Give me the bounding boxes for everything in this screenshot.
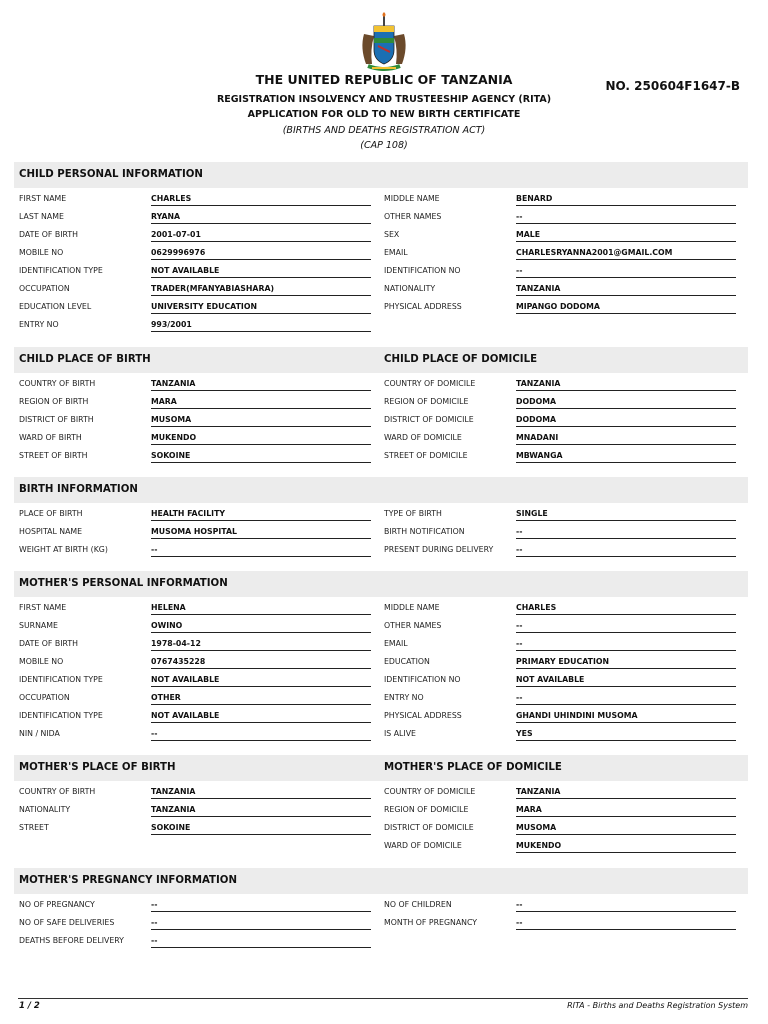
page-number: 1 / 2	[19, 1001, 40, 1011]
field-label: REGION OF DOMICILE	[384, 397, 469, 406]
field-label: NIN / NIDA	[19, 729, 60, 738]
field-value: --	[516, 899, 736, 912]
field-label: ENTRY NO	[19, 320, 59, 329]
field-label: PLACE OF BIRTH	[19, 509, 83, 518]
field-label: EDUCATION LEVEL	[19, 302, 92, 311]
field-label: REGION OF DOMICILE	[384, 805, 469, 814]
field-value: OWINO	[151, 620, 371, 633]
field-value: CHARLES	[151, 193, 371, 206]
field-label: MOBILE NO	[19, 248, 64, 257]
field-label: DISTRICT OF DOMICILE	[384, 415, 474, 424]
field-value: DODOMA	[516, 414, 736, 427]
field-value: --	[151, 917, 371, 930]
field-value: TANZANIA	[516, 378, 736, 391]
field-value: TANZANIA	[151, 786, 371, 799]
field-label: COUNTRY OF DOMICILE	[384, 379, 476, 388]
header-title: THE UNITED REPUBLIC OF TANZANIA	[255, 72, 513, 87]
section-title: MOTHER'S PLACE OF DOMICILE	[384, 762, 562, 773]
field-label: NATIONALITY	[384, 284, 436, 293]
field-value: NOT AVAILABLE	[151, 265, 371, 278]
field-label: BIRTH NOTIFICATION	[384, 527, 465, 536]
field-label: IDENTIFICATION TYPE	[19, 266, 103, 275]
header-cap: (CAP 108)	[360, 140, 408, 151]
field-label: OTHER NAMES	[384, 212, 442, 221]
field-label: DISTRICT OF DOMICILE	[384, 823, 474, 832]
field-label: WARD OF DOMICILE	[384, 841, 462, 850]
field-value: 0629996976	[151, 247, 371, 260]
field-value: --	[151, 899, 371, 912]
field-value: NOT AVAILABLE	[151, 674, 371, 687]
field-value: TANZANIA	[516, 786, 736, 799]
field-value: --	[516, 620, 736, 633]
field-value: --	[151, 728, 371, 741]
field-label: NATIONALITY	[19, 805, 71, 814]
field-label: DATE OF BIRTH	[19, 639, 78, 648]
field-value: --	[516, 917, 736, 930]
section-title: CHILD PLACE OF BIRTH	[19, 354, 151, 365]
field-label: PHYSICAL ADDRESS	[384, 711, 462, 720]
field-label: FIRST NAME	[19, 194, 67, 203]
field-label: IDENTIFICATION TYPE	[19, 711, 103, 720]
field-value: CHARLESRYANNA2001@GMAIL.COM	[516, 247, 736, 260]
header-application: APPLICATION FOR OLD TO NEW BIRTH CERTIFICATE	[247, 109, 521, 120]
field-label: MIDDLE NAME	[384, 603, 440, 612]
field-label: EMAIL	[384, 639, 408, 648]
field-value: MIPANGO DODOMA	[516, 301, 736, 314]
field-label: ENTRY NO	[384, 693, 424, 702]
field-value: MARA	[516, 804, 736, 817]
field-value: DODOMA	[516, 396, 736, 409]
field-value: PRIMARY EDUCATION	[516, 656, 736, 669]
field-label: STREET OF BIRTH	[19, 451, 88, 460]
field-value: MUKENDO	[516, 840, 736, 853]
field-label: MONTH OF PREGNANCY	[384, 918, 478, 927]
field-value: HEALTH FACILITY	[151, 508, 371, 521]
section-title: MOTHER'S PLACE OF BIRTH	[19, 762, 176, 773]
field-value: BENARD	[516, 193, 736, 206]
field-value: MBWANGA	[516, 450, 736, 463]
certificate-number: NO. 250604F1647-B	[605, 79, 740, 93]
section-title: MOTHER'S PERSONAL INFORMATION	[19, 578, 228, 589]
field-label: COUNTRY OF BIRTH	[19, 787, 96, 796]
field-label: DATE OF BIRTH	[19, 230, 78, 239]
field-label: STREET OF DOMICILE	[384, 451, 468, 460]
field-label: SURNAME	[19, 621, 58, 630]
field-value: --	[516, 692, 736, 705]
field-label: WARD OF DOMICILE	[384, 433, 462, 442]
field-value: --	[516, 211, 736, 224]
field-label: OCCUPATION	[19, 693, 70, 702]
field-label: WEIGHT AT BIRTH (KG)	[19, 545, 108, 554]
field-value: MNADANI	[516, 432, 736, 445]
field-label: DISTRICT OF BIRTH	[19, 415, 94, 424]
field-value: 0767435228	[151, 656, 371, 669]
field-value: GHANDI UHINDINI MUSOMA	[516, 710, 736, 723]
field-value: --	[516, 265, 736, 278]
field-value: MUSOMA	[516, 822, 736, 835]
field-value: TANZANIA	[151, 378, 371, 391]
field-label: IDENTIFICATION NO	[384, 675, 461, 684]
field-value: SOKOINE	[151, 450, 371, 463]
field-value: TANZANIA	[516, 283, 736, 296]
field-value: 2001-07-01	[151, 229, 371, 242]
field-label: COUNTRY OF DOMICILE	[384, 787, 476, 796]
field-label: FIRST NAME	[19, 603, 67, 612]
field-label: PRESENT DURING DELIVERY	[384, 545, 494, 554]
footer-system-name: RITA - Births and Deaths Registration System	[567, 1001, 748, 1010]
field-value: 993/2001	[151, 319, 371, 332]
field-value: MARA	[151, 396, 371, 409]
field-value: --	[151, 544, 371, 557]
field-label: WARD OF BIRTH	[19, 433, 82, 442]
field-label: OCCUPATION	[19, 284, 70, 293]
field-label: LAST NAME	[19, 212, 64, 221]
field-label: PHYSICAL ADDRESS	[384, 302, 462, 311]
field-label: REGION OF BIRTH	[19, 397, 89, 406]
field-value: SINGLE	[516, 508, 736, 521]
field-label: EMAIL	[384, 248, 408, 257]
field-value: MALE	[516, 229, 736, 242]
field-label: IDENTIFICATION NO	[384, 266, 461, 275]
field-value: CHARLES	[516, 602, 736, 615]
section-title: BIRTH INFORMATION	[19, 484, 138, 495]
field-value: TANZANIA	[151, 804, 371, 817]
field-value: NOT AVAILABLE	[151, 710, 371, 723]
field-label: DEATHS BEFORE DELIVERY	[19, 936, 124, 945]
field-label: TYPE OF BIRTH	[384, 509, 442, 518]
field-value: UNIVERSITY EDUCATION	[151, 301, 371, 314]
field-value: YES	[516, 728, 736, 741]
field-value: OTHER	[151, 692, 371, 705]
field-label: OTHER NAMES	[384, 621, 442, 630]
field-value: RYANA	[151, 211, 371, 224]
field-value: SOKOINE	[151, 822, 371, 835]
field-label: NO OF PREGNANCY	[19, 900, 95, 909]
field-value: HELENA	[151, 602, 371, 615]
field-label: STREET	[19, 823, 49, 832]
footer-divider	[18, 998, 748, 999]
field-label: COUNTRY OF BIRTH	[19, 379, 96, 388]
field-label: NO OF SAFE DELIVERIES	[19, 918, 115, 927]
field-label: HOSPITAL NAME	[19, 527, 83, 536]
section-title: MOTHER'S PREGNANCY INFORMATION	[19, 875, 237, 886]
field-value: 1978-04-12	[151, 638, 371, 651]
header-act: (BIRTHS AND DEATHS REGISTRATION ACT)	[282, 125, 486, 136]
field-label: IDENTIFICATION TYPE	[19, 675, 103, 684]
section-title: CHILD PLACE OF DOMICILE	[384, 354, 538, 365]
field-label: EDUCATION	[384, 657, 430, 666]
section-title: CHILD PERSONAL INFORMATION	[19, 169, 203, 180]
field-value: --	[151, 935, 371, 948]
field-value: MUKENDO	[151, 432, 371, 445]
field-label: NO OF CHILDREN	[384, 900, 452, 909]
header-agency: REGISTRATION INSOLVENCY AND TRUSTEESHIP AGENCY (RITA)	[216, 94, 552, 105]
field-label: MOBILE NO	[19, 657, 64, 666]
field-value: NOT AVAILABLE	[516, 674, 736, 687]
field-value: MUSOMA HOSPITAL	[151, 526, 371, 539]
field-label: IS ALIVE	[384, 729, 416, 738]
field-value: TRADER(MFANYABIASHARA)	[151, 283, 371, 296]
field-value: --	[516, 638, 736, 651]
field-label: SEX	[384, 230, 400, 239]
field-value: MUSOMA	[151, 414, 371, 427]
field-value: --	[516, 544, 736, 557]
field-label: MIDDLE NAME	[384, 194, 440, 203]
coat-of-arms-icon	[356, 12, 412, 72]
field-value: --	[516, 526, 736, 539]
